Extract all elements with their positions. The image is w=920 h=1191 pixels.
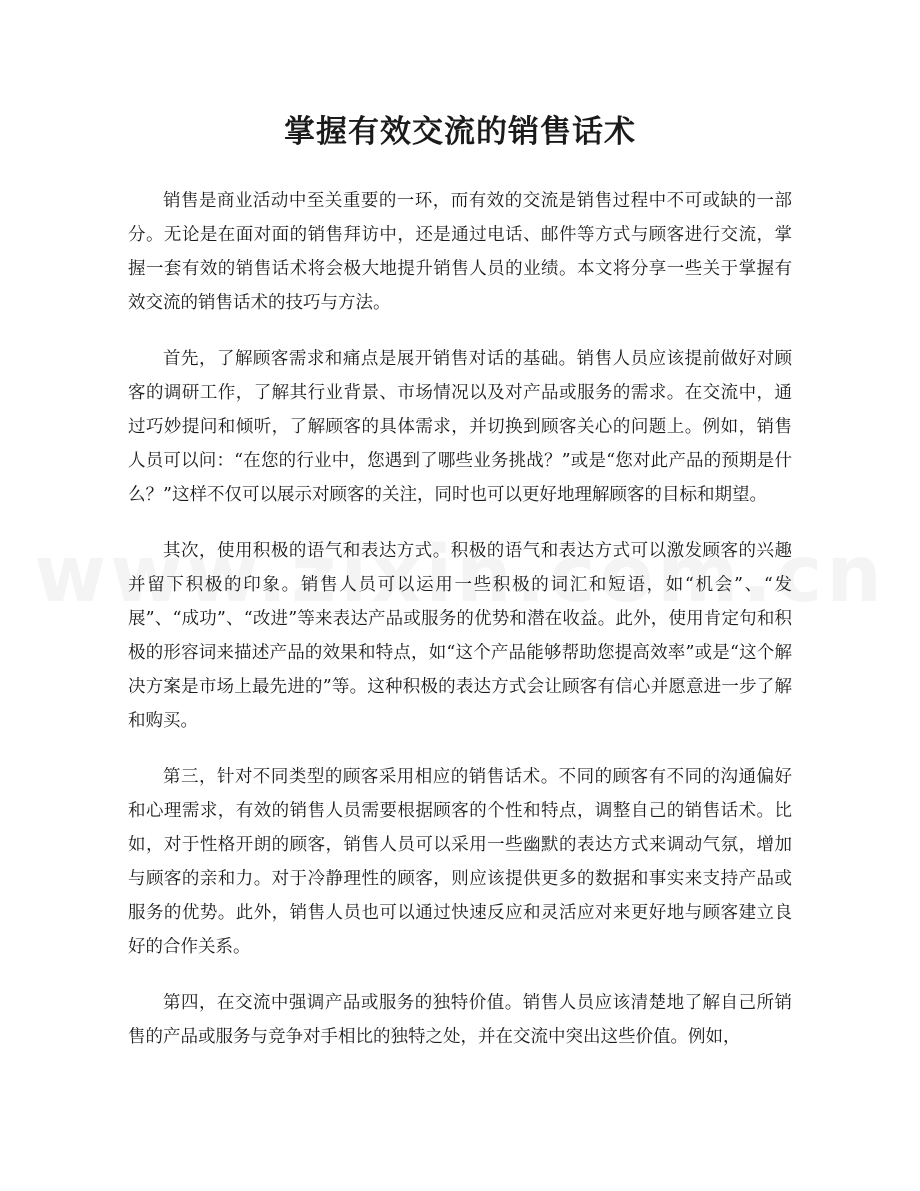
paragraph-fourth: 第四，在交流中强调产品或服务的独特价值。销售人员应该清楚地了解自己所销售的产品或服务与竞争对手相比的独特之处，并在交流中突出这些价值。例如， — [128, 993, 792, 1047]
paragraph-first: 首先，了解顾客需求和痛点是展开销售对话的基础。销售人员应该提前做好对顾客的调研工作，了解其行业背景、市场情况以及对产品或服务的需求。在交流中，通过巧妙提问和倾听，了解顾客的具体需求，并切换到顾客关心的问题上。例如，销售人员可以问：“在您的行业中，您遇到了哪些业务挑战？”或是“您对此产品的预期是什么？”这样不仅可以展示对顾客的关注，同时也可以更好地理解顾客的目标和期望。 — [128, 349, 792, 505]
document-body — [128, 184, 792, 1076]
document-title: 掌握有效交流的销售话术 — [284, 114, 636, 150]
paragraph-intro: 销售是商业活动中至关重要的一环，而有效的交流是销售过程中不可或缺的一部分。无论是在面对面的销售拜访中，还是通过电话、邮件等方式与顾客进行交流，掌握一套有效的销售话术将会极大地提升销售人员的业绩。本文将分享一些关于掌握有效交流的销售话术的技巧与方法。 — [128, 191, 792, 313]
paragraph-second: 其次，使用积极的语气和表达方式。积极的语气和表达方式可以激发顾客的兴趣并留下积极的印象。销售人员可以运用一些积极的词汇和短语，如“机会”、“发展”、“成功”、“改进”等来表达产品或服务的优势和潜在收益。此外，使用肯定句和积极的形容词来描述产品的效果和特点，如“这个产品能够帮助您提高效率”或是“这个解决方案是市场上最先进的”等。这种积极的表达方式会让顾客有信心并愿意进一步了解和购买。 — [128, 541, 792, 731]
paragraph-third: 第三，针对不同类型的顾客采用相应的销售话术。不同的顾客有不同的沟通偏好和心理需求，有效的销售人员需要根据顾客的个性和特点，调整自己的销售话术。比如，对于性格开朗的顾客，销售人员可以采用一些幽默的表达方式来调动气氛，增加与顾客的亲和力。对于冷静理性的顾客，则应该提供更多的数据和事实来支持产品或服务的优势。此外，销售人员也可以通过快速反应和灵活应对来更好地与顾客建立良好的合作关系。 — [128, 767, 792, 957]
